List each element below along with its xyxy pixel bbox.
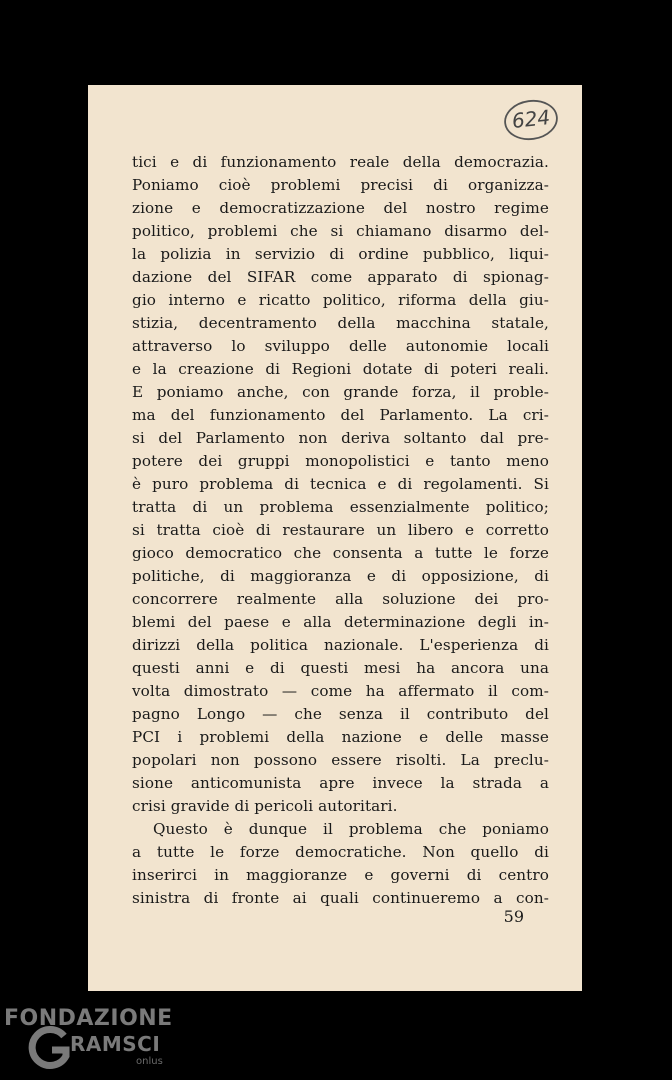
text-line: tici e di funzionamento reale della democrazia. [132, 153, 549, 171]
watermark-logo [0, 1006, 173, 1076]
text-line: a tutte le forze democratiche. Non quello di [132, 843, 549, 861]
text-line: Poniamo cioè problemi precisi di organizza- [132, 176, 549, 194]
logo-line1: FONDAZIONE [4, 1006, 173, 1031]
text-line: questi anni e di questi mesi ha ancora una [132, 659, 549, 677]
text-line: concorrere realmente alla soluzione dei pro- [132, 590, 549, 608]
text-line: sinistra di fronte ai quali continueremo a con- [132, 889, 549, 907]
text-line: e la creazione di Regioni dotate di poteri reali. [132, 360, 549, 378]
logo-suffix: onlus [136, 1056, 163, 1067]
text-line: E poniamo anche, con grande forza, il proble- [132, 383, 549, 401]
text-line: PCI i problemi della nazione e delle masse [132, 728, 549, 746]
text-line: la polizia in servizio di ordine pubblico, liqui- [132, 245, 549, 263]
text-line: Questo è dunque il problema che poniamo [153, 820, 549, 838]
text-line: stizia, decentramento della macchina statale, [132, 314, 549, 332]
text-line: blemi del paese e alla determinazione degli in- [132, 613, 549, 631]
text-line: zione e democratizzazione del nostro regime [132, 199, 549, 217]
text-line: dazione del SIFAR come apparato di spionag- [132, 268, 549, 286]
text-line: sione anticomunista apre invece la strada a [132, 774, 549, 792]
text-line: crisi gravide di pericoli autoritari. [132, 797, 398, 815]
text-line: attraverso lo sviluppo delle autonomie locali [132, 337, 549, 355]
text-line: gioco democratico che consenta a tutte le forze [132, 544, 549, 562]
text-line: popolari non possono essere risolti. La preclu- [132, 751, 549, 769]
text-line: politico, problemi che si chiamano disarmo del- [132, 222, 549, 240]
page-number: 59 [503, 907, 524, 926]
text-line: inserirci in maggioranze e governi di centro [132, 866, 549, 884]
text-line: politiche, di maggioranza e di opposizione, di [132, 567, 549, 585]
text-line: volta dimostrato — come ha affermato il com- [132, 682, 549, 700]
text-line: è puro problema di tecnica e di regolamenti. Si [132, 475, 549, 493]
stamp-number: 624 [510, 105, 552, 133]
body-text [132, 151, 549, 910]
logo-line2: RAMSCI [70, 1032, 161, 1056]
text-line: si del Parlamento non deriva soltanto dal pre- [132, 429, 549, 447]
text-line: ma del funzionamento del Parlamento. La cri- [132, 406, 549, 424]
text-line: potere dei gruppi monopolistici e tanto meno [132, 452, 549, 470]
book-page [88, 85, 582, 991]
archive-stamp [502, 97, 560, 143]
text-line: gio interno e ricatto politico, riforma della giu- [132, 291, 549, 309]
logo-g-icon [28, 1024, 72, 1072]
text-line: pagno Longo — che senza il contributo del [132, 705, 549, 723]
text-line: si tratta cioè di restaurare un libero e corretto [132, 521, 549, 539]
text-line: tratta di un problema essenzialmente politico; [132, 498, 549, 516]
text-line: dirizzi della politica nazionale. L'esperienza di [132, 636, 549, 654]
